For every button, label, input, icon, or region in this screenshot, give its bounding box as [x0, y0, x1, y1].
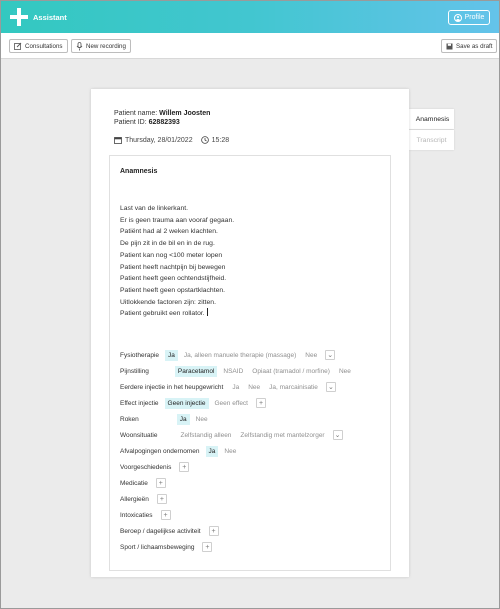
option-nee[interactable]: Nee — [224, 447, 237, 455]
field-intoxicaties — [120, 509, 171, 521]
anamnesis-line: Er is geen trauma aan vooraf gegaan. — [120, 216, 235, 224]
field-effect-injectie — [120, 397, 266, 409]
consultations-label: Consultations — [25, 42, 63, 50]
option-zelfstandig-met-mantelzorger[interactable]: Zelfstandig met mantelzorger — [240, 431, 325, 439]
new-recording-label: New recording — [86, 42, 126, 50]
profile-button[interactable] — [448, 10, 490, 25]
field-label: Medicatie — [120, 479, 148, 487]
add-option-button[interactable]: + — [157, 494, 167, 504]
option-zelfstandig-alleen[interactable]: Zelfstandig alleen — [180, 431, 232, 439]
field-allergieen — [120, 493, 167, 505]
add-option-button[interactable]: + — [161, 510, 171, 520]
field-medicatie — [120, 477, 166, 489]
option-ja-marcainisatie[interactable]: Ja, marcainisatie — [269, 383, 318, 391]
option-geen-injectie[interactable]: Geen injectie — [165, 398, 209, 409]
option-ja[interactable]: Ja — [165, 350, 178, 361]
option-nee[interactable]: Nee — [248, 383, 261, 391]
chevron-down-icon[interactable]: ⌄ — [326, 382, 336, 392]
field-label: Afvalpogingen ondernomen — [120, 447, 200, 455]
patient-name-line — [114, 110, 210, 117]
edit-icon — [14, 42, 22, 50]
anamnesis-line: Patiënt had al 2 weken klachten. — [120, 228, 218, 236]
field-afvalpogingen — [120, 445, 242, 457]
anamnesis-section — [109, 155, 391, 571]
field-label: Effect injectie — [120, 399, 159, 407]
field-eerdere-injectie — [120, 381, 336, 393]
field-label: Intoxicaties — [120, 511, 153, 519]
save-icon — [446, 43, 453, 50]
patient-name-label: Patient name: — [114, 110, 158, 117]
field-pijnstilling — [120, 365, 357, 377]
option-ja[interactable]: Ja — [232, 383, 240, 391]
option-ja[interactable]: Ja — [206, 446, 219, 457]
consultations-button[interactable] — [9, 39, 68, 53]
anamnesis-text[interactable] — [120, 203, 234, 320]
consultation-datetime — [114, 136, 229, 144]
anamnesis-line: De pijn zit in de bil en in de rug. — [120, 240, 215, 248]
text-cursor — [207, 308, 208, 316]
tab-transcript[interactable]: Transcript — [409, 130, 454, 150]
option-nee[interactable]: Nee — [338, 367, 351, 375]
microphone-icon — [76, 42, 83, 51]
field-label: Eerdere injectie in het heupgewricht — [120, 383, 224, 391]
field-woonsituatie — [120, 429, 343, 441]
field-label: Roken — [120, 415, 139, 423]
add-option-button[interactable]: + — [156, 478, 166, 488]
chevron-down-icon[interactable]: ⌄ — [333, 430, 343, 440]
toolbar — [1, 33, 499, 59]
anamnesis-line: Patient heeft nachtpijn bij bewegen — [120, 263, 226, 271]
patient-id-label: Patient ID: — [114, 119, 147, 126]
field-label: Allergieën — [120, 495, 149, 503]
anamnesis-line: Patient heeft geen opstartklachten. — [120, 286, 226, 294]
add-option-button[interactable]: + — [179, 462, 189, 472]
profile-label: Profile — [464, 14, 485, 21]
patient-id: 62882393 — [148, 119, 180, 126]
chevron-down-icon[interactable]: ⌄ — [325, 350, 335, 360]
save-draft-label: Save as draft — [456, 42, 493, 50]
option-opiaat[interactable]: Opiaat (tramadol / morfine) — [252, 367, 330, 375]
add-option-button[interactable]: + — [209, 526, 219, 536]
app-title: Assistant — [33, 13, 67, 22]
anamnesis-line: Last van de linkerkant. — [120, 205, 189, 212]
add-option-button[interactable]: + — [202, 542, 212, 552]
patient-id-line — [114, 119, 180, 126]
anamnesis-title: Anamnesis — [120, 168, 158, 175]
option-geen-effect[interactable]: Geen effect — [214, 399, 248, 407]
field-label: Sport / lichaamsbeweging — [120, 543, 195, 551]
option-nsaid[interactable]: NSAID — [223, 367, 244, 375]
option-nee[interactable]: Nee — [305, 351, 318, 359]
new-recording-button[interactable] — [71, 39, 131, 53]
consultation-document — [91, 89, 409, 577]
option-ja[interactable]: Ja — [177, 414, 190, 425]
anamnesis-line: Patient gebruikt een rollator. — [120, 310, 205, 318]
clock-icon — [201, 136, 209, 144]
field-roken — [120, 413, 214, 425]
consultation-time: 15:28 — [211, 136, 230, 144]
field-label: Voorgeschiedenis — [120, 463, 172, 471]
anamnesis-line: Patient heeft geen ochtendstijfheid. — [120, 275, 227, 283]
add-option-button[interactable]: + — [256, 398, 266, 408]
patient-name: Willem Joosten — [159, 110, 211, 117]
field-sport — [120, 541, 212, 553]
tab-anamnesis[interactable]: Anamnesis — [409, 109, 454, 129]
anamnesis-line: Uitlokkende factoren zijn: zitten. — [120, 298, 216, 306]
field-label: Pijnstilling — [120, 367, 149, 375]
calendar-icon — [114, 136, 122, 144]
consultation-date: Thursday, 28/01/2022 — [125, 136, 193, 144]
user-icon — [454, 14, 462, 22]
app-header — [1, 1, 499, 33]
field-label: Fysiotherapie — [120, 351, 160, 359]
option-ja-manuele-therapie[interactable]: Ja, alleen manuele therapie (massage) — [183, 351, 297, 359]
option-nee[interactable]: Nee — [195, 415, 208, 423]
save-draft-button[interactable] — [441, 39, 497, 53]
field-beroep — [120, 525, 219, 537]
field-voorgeschiedenis — [120, 461, 189, 473]
anamnesis-line: Patient kan nog <100 meter lopen — [120, 251, 223, 259]
field-label: Woonsituatie — [120, 431, 158, 439]
app-logo-icon — [10, 8, 28, 26]
option-paracetamol[interactable]: Paracetamol — [175, 366, 218, 377]
field-label: Beroep / dagelijkse activiteit — [120, 527, 201, 535]
field-fysiotherapie — [120, 349, 335, 361]
